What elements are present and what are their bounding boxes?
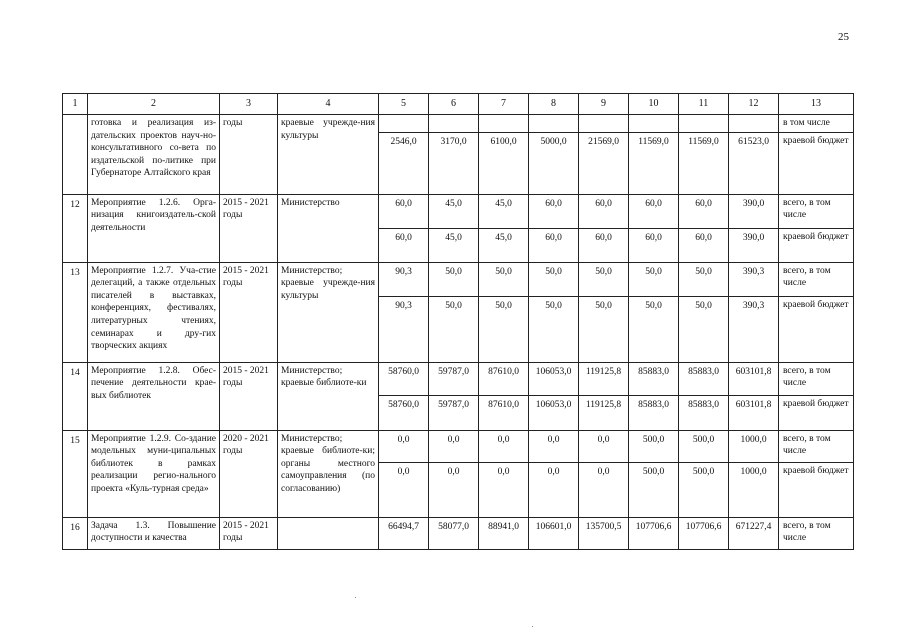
value-cell: 87610,0 bbox=[479, 395, 529, 430]
value-cell: 50,0 bbox=[579, 262, 629, 296]
header-row bbox=[63, 94, 854, 115]
value-cell: 5000,0 bbox=[529, 132, 579, 194]
row-number: 13 bbox=[63, 262, 88, 362]
measure-description: готовка и реализация из-дательских проектов науч-но-консультативного со-вета по издательской по-литике при Губернаторе Алтайского края bbox=[88, 115, 220, 195]
value-cell: 21569,0 bbox=[579, 132, 629, 194]
funding-source-label: краевой бюджет bbox=[779, 132, 854, 194]
funding-source-label: краевой бюджет bbox=[779, 395, 854, 430]
funding-source-label: краевой бюджет bbox=[779, 228, 854, 262]
value-cell: 50,0 bbox=[429, 296, 479, 362]
value-cell: 50,0 bbox=[479, 296, 529, 362]
value-cell: 60,0 bbox=[679, 228, 729, 262]
value-cell: 45,0 bbox=[479, 228, 529, 262]
value-cell: 50,0 bbox=[529, 262, 579, 296]
value-cell: 0,0 bbox=[579, 462, 629, 517]
value-cell bbox=[429, 115, 479, 133]
table-row bbox=[63, 194, 854, 228]
period-years: 2015 - 2021 годы bbox=[220, 362, 278, 430]
funding-source-label: в том числе bbox=[779, 115, 854, 133]
table-row bbox=[63, 262, 854, 296]
value-cell: 106053,0 bbox=[529, 395, 579, 430]
value-cell: 60,0 bbox=[379, 194, 429, 228]
value-cell: 61523,0 bbox=[729, 132, 779, 194]
value-cell: 45,0 bbox=[429, 194, 479, 228]
column-header-2: 2 bbox=[88, 94, 220, 115]
value-cell: 59787,0 bbox=[429, 362, 479, 395]
measure-description: Мероприятие 1.2.9. Со-здание модельных муни-ципальных библиотек в рамках реализации регио-нального проекта «Куль-турная среда» bbox=[88, 430, 220, 517]
column-header-7: 7 bbox=[479, 94, 529, 115]
value-cell bbox=[479, 115, 529, 133]
value-cell: 390,3 bbox=[729, 262, 779, 296]
value-cell: 85883,0 bbox=[629, 395, 679, 430]
value-cell: 0,0 bbox=[429, 430, 479, 462]
column-header-1: 1 bbox=[63, 94, 88, 115]
column-header-3: 3 bbox=[220, 94, 278, 115]
period-years: годы bbox=[220, 115, 278, 195]
value-cell: 88941,0 bbox=[479, 517, 529, 549]
row-number: 15 bbox=[63, 430, 88, 517]
value-cell bbox=[629, 115, 679, 133]
measure-description: Мероприятие 1.2.6. Орга-низация книгоиздатель-ской деятельности bbox=[88, 194, 220, 262]
value-cell: 390,0 bbox=[729, 228, 779, 262]
value-cell: 2546,0 bbox=[379, 132, 429, 194]
scan-dot bbox=[355, 597, 356, 598]
value-cell: 119125,8 bbox=[579, 395, 629, 430]
period-years: 2015 - 2021 годы bbox=[220, 194, 278, 262]
value-cell bbox=[379, 115, 429, 133]
value-cell: 1000,0 bbox=[729, 430, 779, 462]
value-cell: 90,3 bbox=[379, 262, 429, 296]
funding-source-label: краевой бюджет bbox=[779, 296, 854, 362]
value-cell: 50,0 bbox=[629, 296, 679, 362]
executor: Министерство bbox=[278, 194, 379, 262]
column-header-9: 9 bbox=[579, 94, 629, 115]
value-cell: 0,0 bbox=[379, 462, 429, 517]
value-cell: 107706,6 bbox=[629, 517, 679, 549]
period-years: 2020 - 2021 годы bbox=[220, 430, 278, 517]
column-header-8: 8 bbox=[529, 94, 579, 115]
value-cell: 58760,0 bbox=[379, 362, 429, 395]
column-header-12: 12 bbox=[729, 94, 779, 115]
value-cell: 106053,0 bbox=[529, 362, 579, 395]
value-cell: 58077,0 bbox=[429, 517, 479, 549]
funding-source-label: всего, в том числе bbox=[779, 362, 854, 395]
value-cell: 50,0 bbox=[679, 296, 729, 362]
measure-description: Задача 1.3. Повышение доступности и качества bbox=[88, 517, 220, 549]
executor: Министерство; краевые библиоте-ки bbox=[278, 362, 379, 430]
value-cell: 0,0 bbox=[529, 430, 579, 462]
value-cell: 90,3 bbox=[379, 296, 429, 362]
value-cell bbox=[579, 115, 629, 133]
value-cell: 0,0 bbox=[429, 462, 479, 517]
value-cell: 119125,8 bbox=[579, 362, 629, 395]
value-cell bbox=[529, 115, 579, 133]
value-cell: 390,3 bbox=[729, 296, 779, 362]
value-cell: 45,0 bbox=[429, 228, 479, 262]
value-cell: 60,0 bbox=[629, 194, 679, 228]
executor bbox=[278, 517, 379, 549]
value-cell: 500,0 bbox=[629, 462, 679, 517]
value-cell: 0,0 bbox=[479, 430, 529, 462]
value-cell: 45,0 bbox=[479, 194, 529, 228]
value-cell: 500,0 bbox=[679, 462, 729, 517]
measure-description: Мероприятие 1.2.7. Уча-стие делегаций, а также отдельных писателей в выставках, конференциях, фестивалях, литературных чтениях, семинарах и дру-гих творческих акциях bbox=[88, 262, 220, 362]
value-cell: 87610,0 bbox=[479, 362, 529, 395]
column-header-10: 10 bbox=[629, 94, 679, 115]
value-cell: 603101,8 bbox=[729, 395, 779, 430]
value-cell: 1000,0 bbox=[729, 462, 779, 517]
value-cell: 85883,0 bbox=[679, 362, 729, 395]
value-cell: 50,0 bbox=[629, 262, 679, 296]
row-number: 12 bbox=[63, 194, 88, 262]
value-cell: 500,0 bbox=[679, 430, 729, 462]
value-cell: 603101,8 bbox=[729, 362, 779, 395]
value-cell: 390,0 bbox=[729, 194, 779, 228]
table-row bbox=[63, 362, 854, 395]
budget-table bbox=[62, 93, 854, 550]
value-cell: 0,0 bbox=[379, 430, 429, 462]
value-cell bbox=[679, 115, 729, 133]
value-cell: 0,0 bbox=[579, 430, 629, 462]
funding-source-label: всего, в том числе bbox=[779, 194, 854, 228]
value-cell: 500,0 bbox=[629, 430, 679, 462]
value-cell: 3170,0 bbox=[429, 132, 479, 194]
value-cell: 11569,0 bbox=[629, 132, 679, 194]
column-header-13: 13 bbox=[779, 94, 854, 115]
row-number: 16 bbox=[63, 517, 88, 549]
period-years: 2015 - 2021 годы bbox=[220, 517, 278, 549]
value-cell: 135700,5 bbox=[579, 517, 629, 549]
table-row bbox=[63, 430, 854, 462]
column-header-5: 5 bbox=[379, 94, 429, 115]
executor: Министерство; краевые библиоте-ки; органы местного самоуправления (по согласованию) bbox=[278, 430, 379, 517]
value-cell: 60,0 bbox=[529, 194, 579, 228]
value-cell: 60,0 bbox=[579, 194, 629, 228]
value-cell: 58760,0 bbox=[379, 395, 429, 430]
table-row bbox=[63, 517, 854, 549]
value-cell: 60,0 bbox=[529, 228, 579, 262]
row-number bbox=[63, 115, 88, 195]
value-cell: 50,0 bbox=[579, 296, 629, 362]
table-row bbox=[63, 115, 854, 133]
value-cell: 60,0 bbox=[379, 228, 429, 262]
page-number: 25 bbox=[838, 31, 849, 43]
value-cell: 107706,6 bbox=[679, 517, 729, 549]
scan-dot bbox=[532, 626, 533, 627]
value-cell: 0,0 bbox=[479, 462, 529, 517]
value-cell: 60,0 bbox=[679, 194, 729, 228]
funding-source-label: всего, в том числе bbox=[779, 517, 854, 549]
value-cell: 671227,4 bbox=[729, 517, 779, 549]
value-cell: 60,0 bbox=[579, 228, 629, 262]
value-cell: 50,0 bbox=[529, 296, 579, 362]
value-cell: 50,0 bbox=[429, 262, 479, 296]
column-header-11: 11 bbox=[679, 94, 729, 115]
column-header-6: 6 bbox=[429, 94, 479, 115]
funding-source-label: всего, в том числе bbox=[779, 262, 854, 296]
value-cell: 66494,7 bbox=[379, 517, 429, 549]
value-cell: 50,0 bbox=[679, 262, 729, 296]
value-cell: 11569,0 bbox=[679, 132, 729, 194]
executor: краевые учрежде-ния культуры bbox=[278, 115, 379, 195]
value-cell: 85883,0 bbox=[679, 395, 729, 430]
period-years: 2015 - 2021 годы bbox=[220, 262, 278, 362]
value-cell bbox=[729, 115, 779, 133]
value-cell: 106601,0 bbox=[529, 517, 579, 549]
value-cell: 50,0 bbox=[479, 262, 529, 296]
value-cell: 6100,0 bbox=[479, 132, 529, 194]
measure-description: Мероприятие 1.2.8. Обес-печение деятельности крае-вых библиотек bbox=[88, 362, 220, 430]
value-cell: 60,0 bbox=[629, 228, 679, 262]
funding-source-label: краевой бюджет bbox=[779, 462, 854, 517]
value-cell: 59787,0 bbox=[429, 395, 479, 430]
value-cell: 85883,0 bbox=[629, 362, 679, 395]
funding-source-label: всего, в том числе bbox=[779, 430, 854, 462]
value-cell: 0,0 bbox=[529, 462, 579, 517]
row-number: 14 bbox=[63, 362, 88, 430]
executor: Министерство; краевые учрежде-ния культуры bbox=[278, 262, 379, 362]
column-header-4: 4 bbox=[278, 94, 379, 115]
